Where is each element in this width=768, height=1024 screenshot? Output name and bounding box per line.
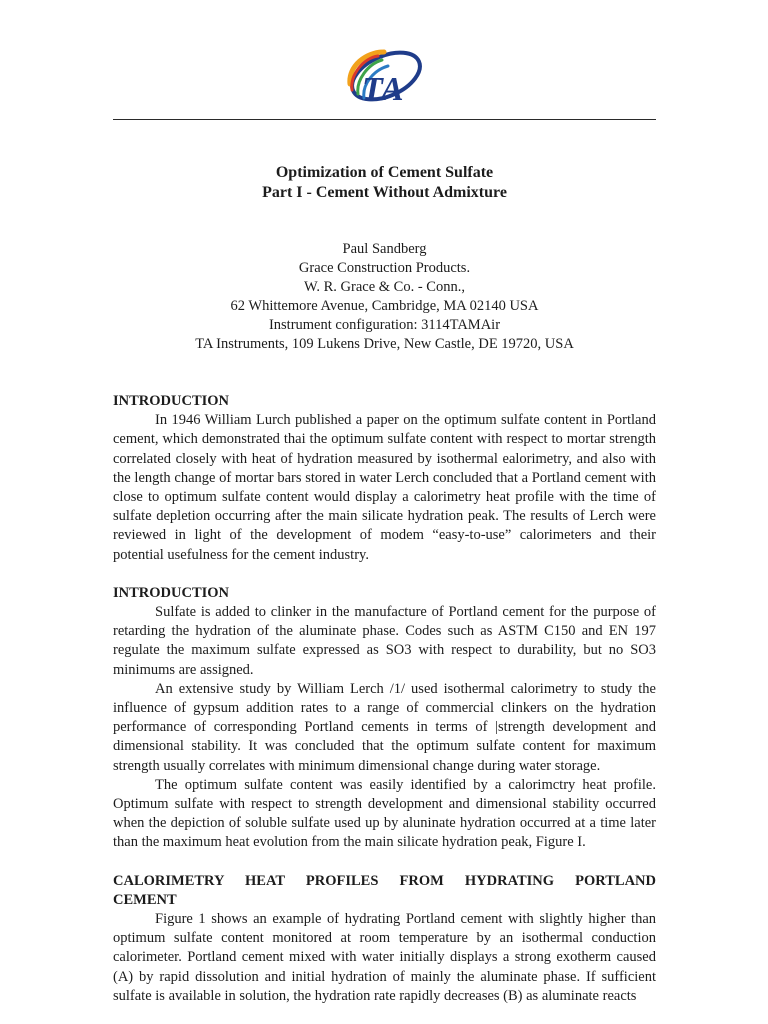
affiliation-line: Grace Construction Products. <box>298 260 471 276</box>
ta-logo-icon <box>338 44 428 110</box>
paragraph: The optimum sulfate content was easily identified by a calorimctry heat profile. Optimum sulfate with respect to strength development and dimensional stability occurred when the depiction of soluble sulfate used up by aluninate hydration occurred at a time later than the maximum heat evolution from the main silicate hydration peak, Figure I. <box>113 776 656 851</box>
paragraph: Figure 1 shows an example of hydrating Portland cement with slightly higher than optimum sulfate content monitored at room temperature by an isothermal conduction calorimeter. Portland cement mixed with water initially displays a strong exotherm caused (A) by rapid dissolution and initial hydration of mainly the aluminate phase. If sufficient sulfate is available in solution, the hydration rate rapidly decreases (B) as aluminate reacts <box>113 911 656 1004</box>
title-line-1: Optimization of Cement Sulfate <box>275 164 494 181</box>
author-affiliation <box>113 240 656 354</box>
logo-text: TA <box>362 71 404 108</box>
section-heading: INTRODUCTION <box>113 584 230 601</box>
paper-body <box>113 392 656 1006</box>
paragraph: In 1946 William Lurch published a paper on the optimum sulfate content in Portland cement, which demonstrated thai the optimum sulfate content with respect to mortar strength correlated closely with heat of hydration measured by isothermal ealorimetry, and also with the length change of mortar bars stored in water Lerch concluded that a Portland cement with close to optimum sulfate content would display a calorimetry heat profile with the time of sulfate depletion occurring after the main silicate hydration peak. The results of Lerch were reviewed in light of the development of modem “easy-to-use” calorimeters and their potential usefulness for the cement industry. <box>113 412 656 563</box>
header-rule <box>113 119 656 120</box>
instrument-line: Instrument configuration: 3114TAMAir <box>268 317 501 333</box>
affiliation-line: W. R. Grace & Co. - Conn., <box>304 279 465 295</box>
paper-title <box>113 163 656 203</box>
section-heading: INTRODUCTION <box>113 393 230 409</box>
paragraph: An extensive study by William Lerch /1/ used isothermal calorimetry to study the influence of gypsum addition rates to a range of commercial clinkers on the hydration performance of corresponding Portland cements in terms of |strength development and dimensional stability. It was concluded that the optimum sulfate content for maximum strength usually correlates with minimum dimensional change during water storage. <box>113 680 656 774</box>
address-line: 62 Whittemore Avenue, Cambridge, MA 02140 USA <box>230 298 539 314</box>
paragraph: Sulfate is added to clinker in the manufacture of Portland cement for the purpose of retarding the hydration of the aluminate phase. Codes such as ASTM C150 and EN 197 regulate the maximum sulfate expressed as SO3 with respect to durability, but no SO3 minimums are assigned. <box>113 604 656 678</box>
ta-instruments-logo <box>338 44 428 110</box>
section-heading: CALORIMETRY HEAT PROFILES FROM HYDRATING PORTLAND CEMENT <box>113 872 656 908</box>
title-line-2: Part I - Cement Without Admixture <box>262 184 507 201</box>
address-line: TA Instruments, 109 Lukens Drive, New Castle, DE 19720, USA <box>195 336 574 352</box>
author-name: Paul Sandberg <box>342 241 427 257</box>
